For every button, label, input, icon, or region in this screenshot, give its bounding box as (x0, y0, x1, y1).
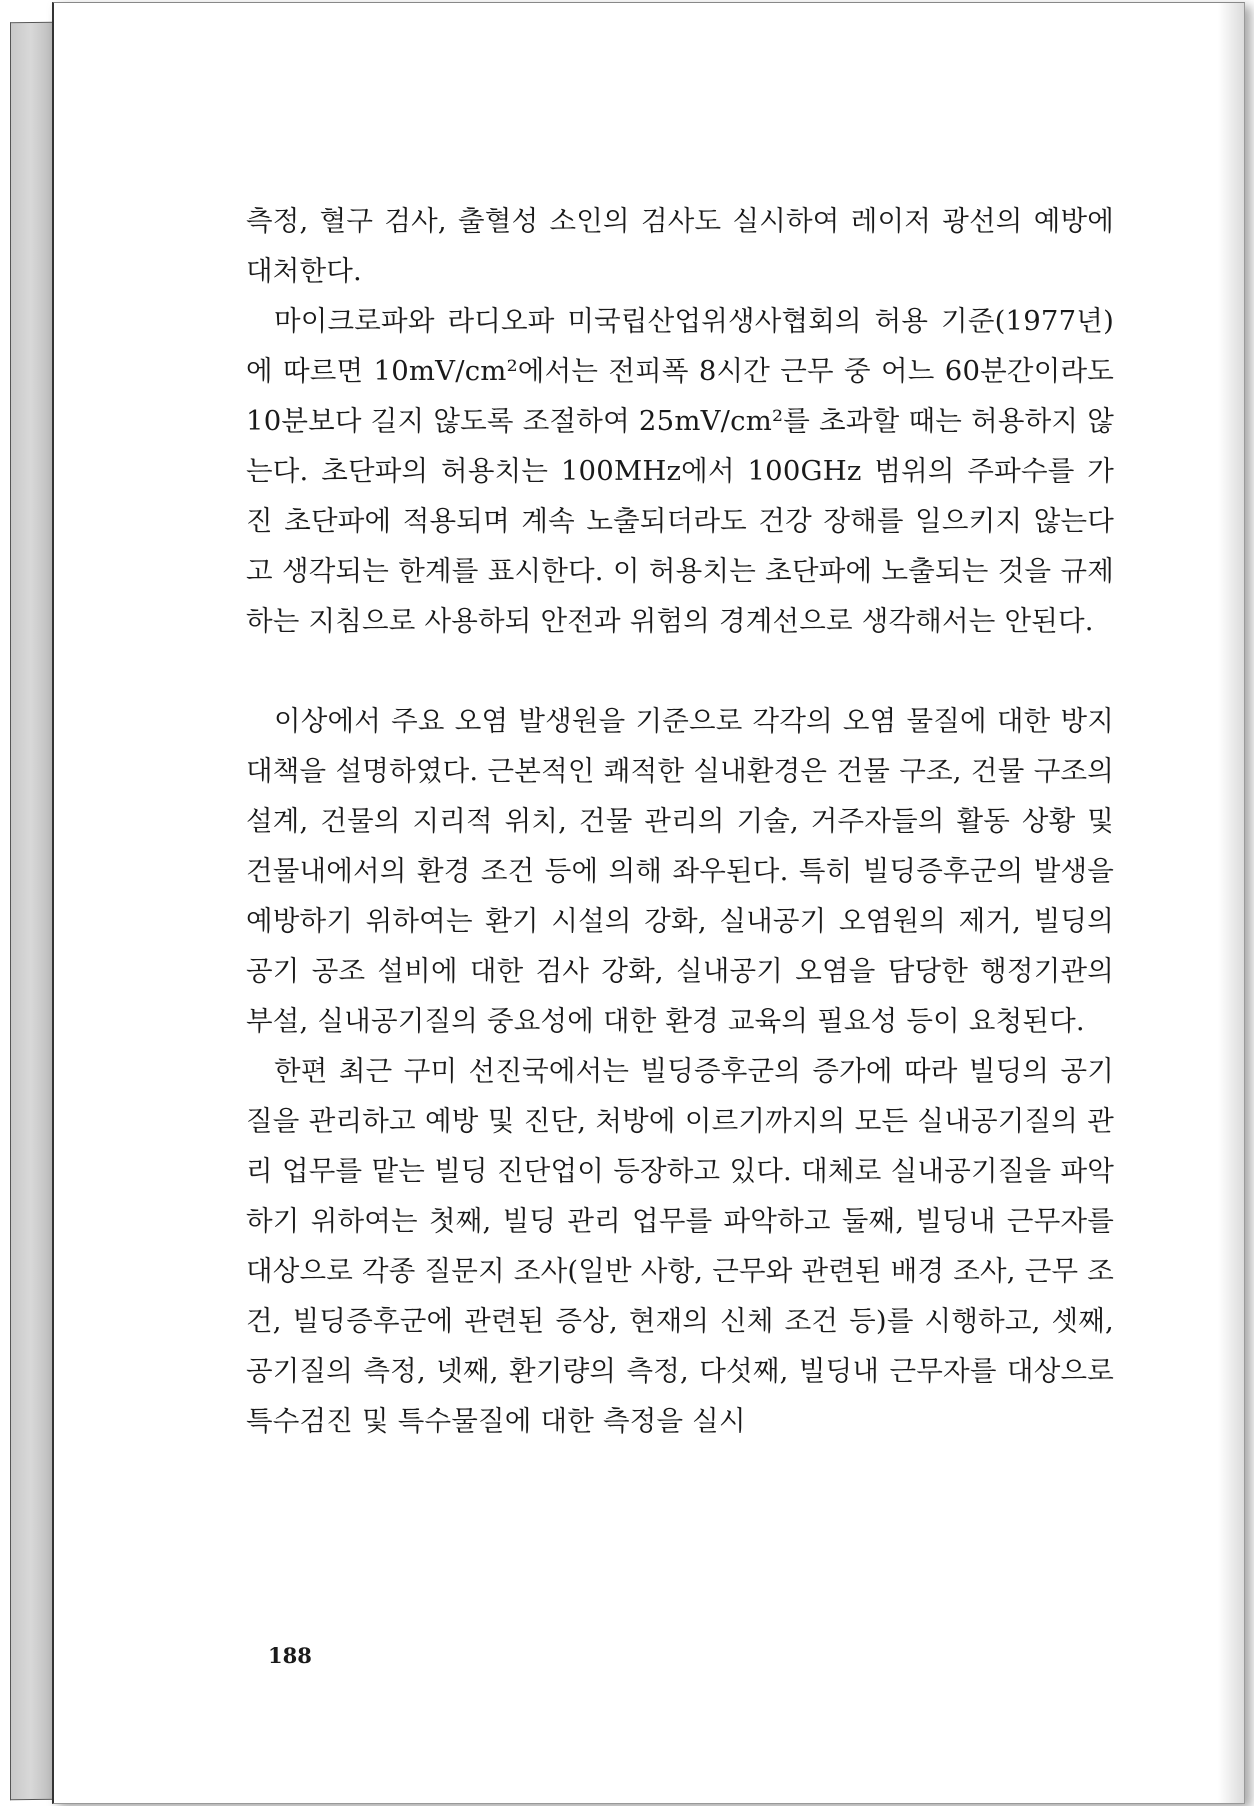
body-text (246, 196, 1114, 1446)
page-number: 188 (268, 1643, 312, 1668)
paragraph-microwave-standard: 마이크로파와 라디오파 미국립산업위생사협회의 허용 기준(1977년)에 따르면 10mV/cm²에서는 전피폭 8시간 근무 중 어느 60분간이라도 10분보다 길지 않도록 조절하여 25mV/cm²를 초과할 때는 허용하지 않는다. 초단파의 허용치는 100MHz에서 100GHz 범위의 주파수를 가진 초단파에 적용되며 계속 노출되더라도 건강 장해를 일으키지 않는다고 생각되는 한계를 표시한다. 이 허용치는 초단파에 노출되는 것을 규제하는 지침으로 사용하되 안전과 위험의 경계선으로 생각해서는 안된다. (246, 305, 1114, 637)
paragraph-gap (246, 646, 1114, 696)
page-stack-edge (10, 22, 55, 1800)
paragraph-laser-continuation: 측정, 혈구 검사, 출혈성 소인의 검사도 실시하여 레이저 광선의 예방에 대처한다. (246, 205, 1114, 287)
paragraph-prevention-summary: 이상에서 주요 오염 발생원을 기준으로 각각의 오염 물질에 대한 방지 대책을 설명하였다. 근본적인 쾌적한 실내환경은 건물 구조, 건물 구조의 설계, 건물의 지리적 위치, 건물 관리의 기술, 거주자들의 활동 상황 및 건물내에서의 환경 조건 등에 의해 좌우된다. 특히 빌딩증후군의 발생을 예방하기 위하여는 환기 시설의 강화, 실내공기 오염원의 제거, 빌딩의 공기 공조 설비에 대한 검사 강화, 실내공기 오염을 담당한 행정기관의 부설, 실내공기질의 중요성에 대한 환경 교육의 필요성 등이 요청된다. (246, 705, 1114, 1037)
paragraph-building-diagnosis: 한편 최근 구미 선진국에서는 빌딩증후군의 증가에 따라 빌딩의 공기질을 관리하고 예방 및 진단, 처방에 이르기까지의 모든 실내공기질의 관리 업무를 맡는 빌딩 진단업이 등장하고 있다. 대체로 실내공기질을 파악하기 위하여는 첫째, 빌딩 관리 업무를 파악하고 둘째, 빌딩내 근무자를 대상으로 각종 질문지 조사(일반 사항, 근무와 관련된 배경 조사, 근무 조건, 빌딩증후군에 관련된 증상, 현재의 신체 조건 등)를 시행하고, 셋째, 공기질의 측정, 넷째, 환기량의 측정, 다섯째, 빌딩내 근무자를 대상으로 특수검진 및 특수물질에 대한 측정을 실시 (246, 1055, 1114, 1437)
